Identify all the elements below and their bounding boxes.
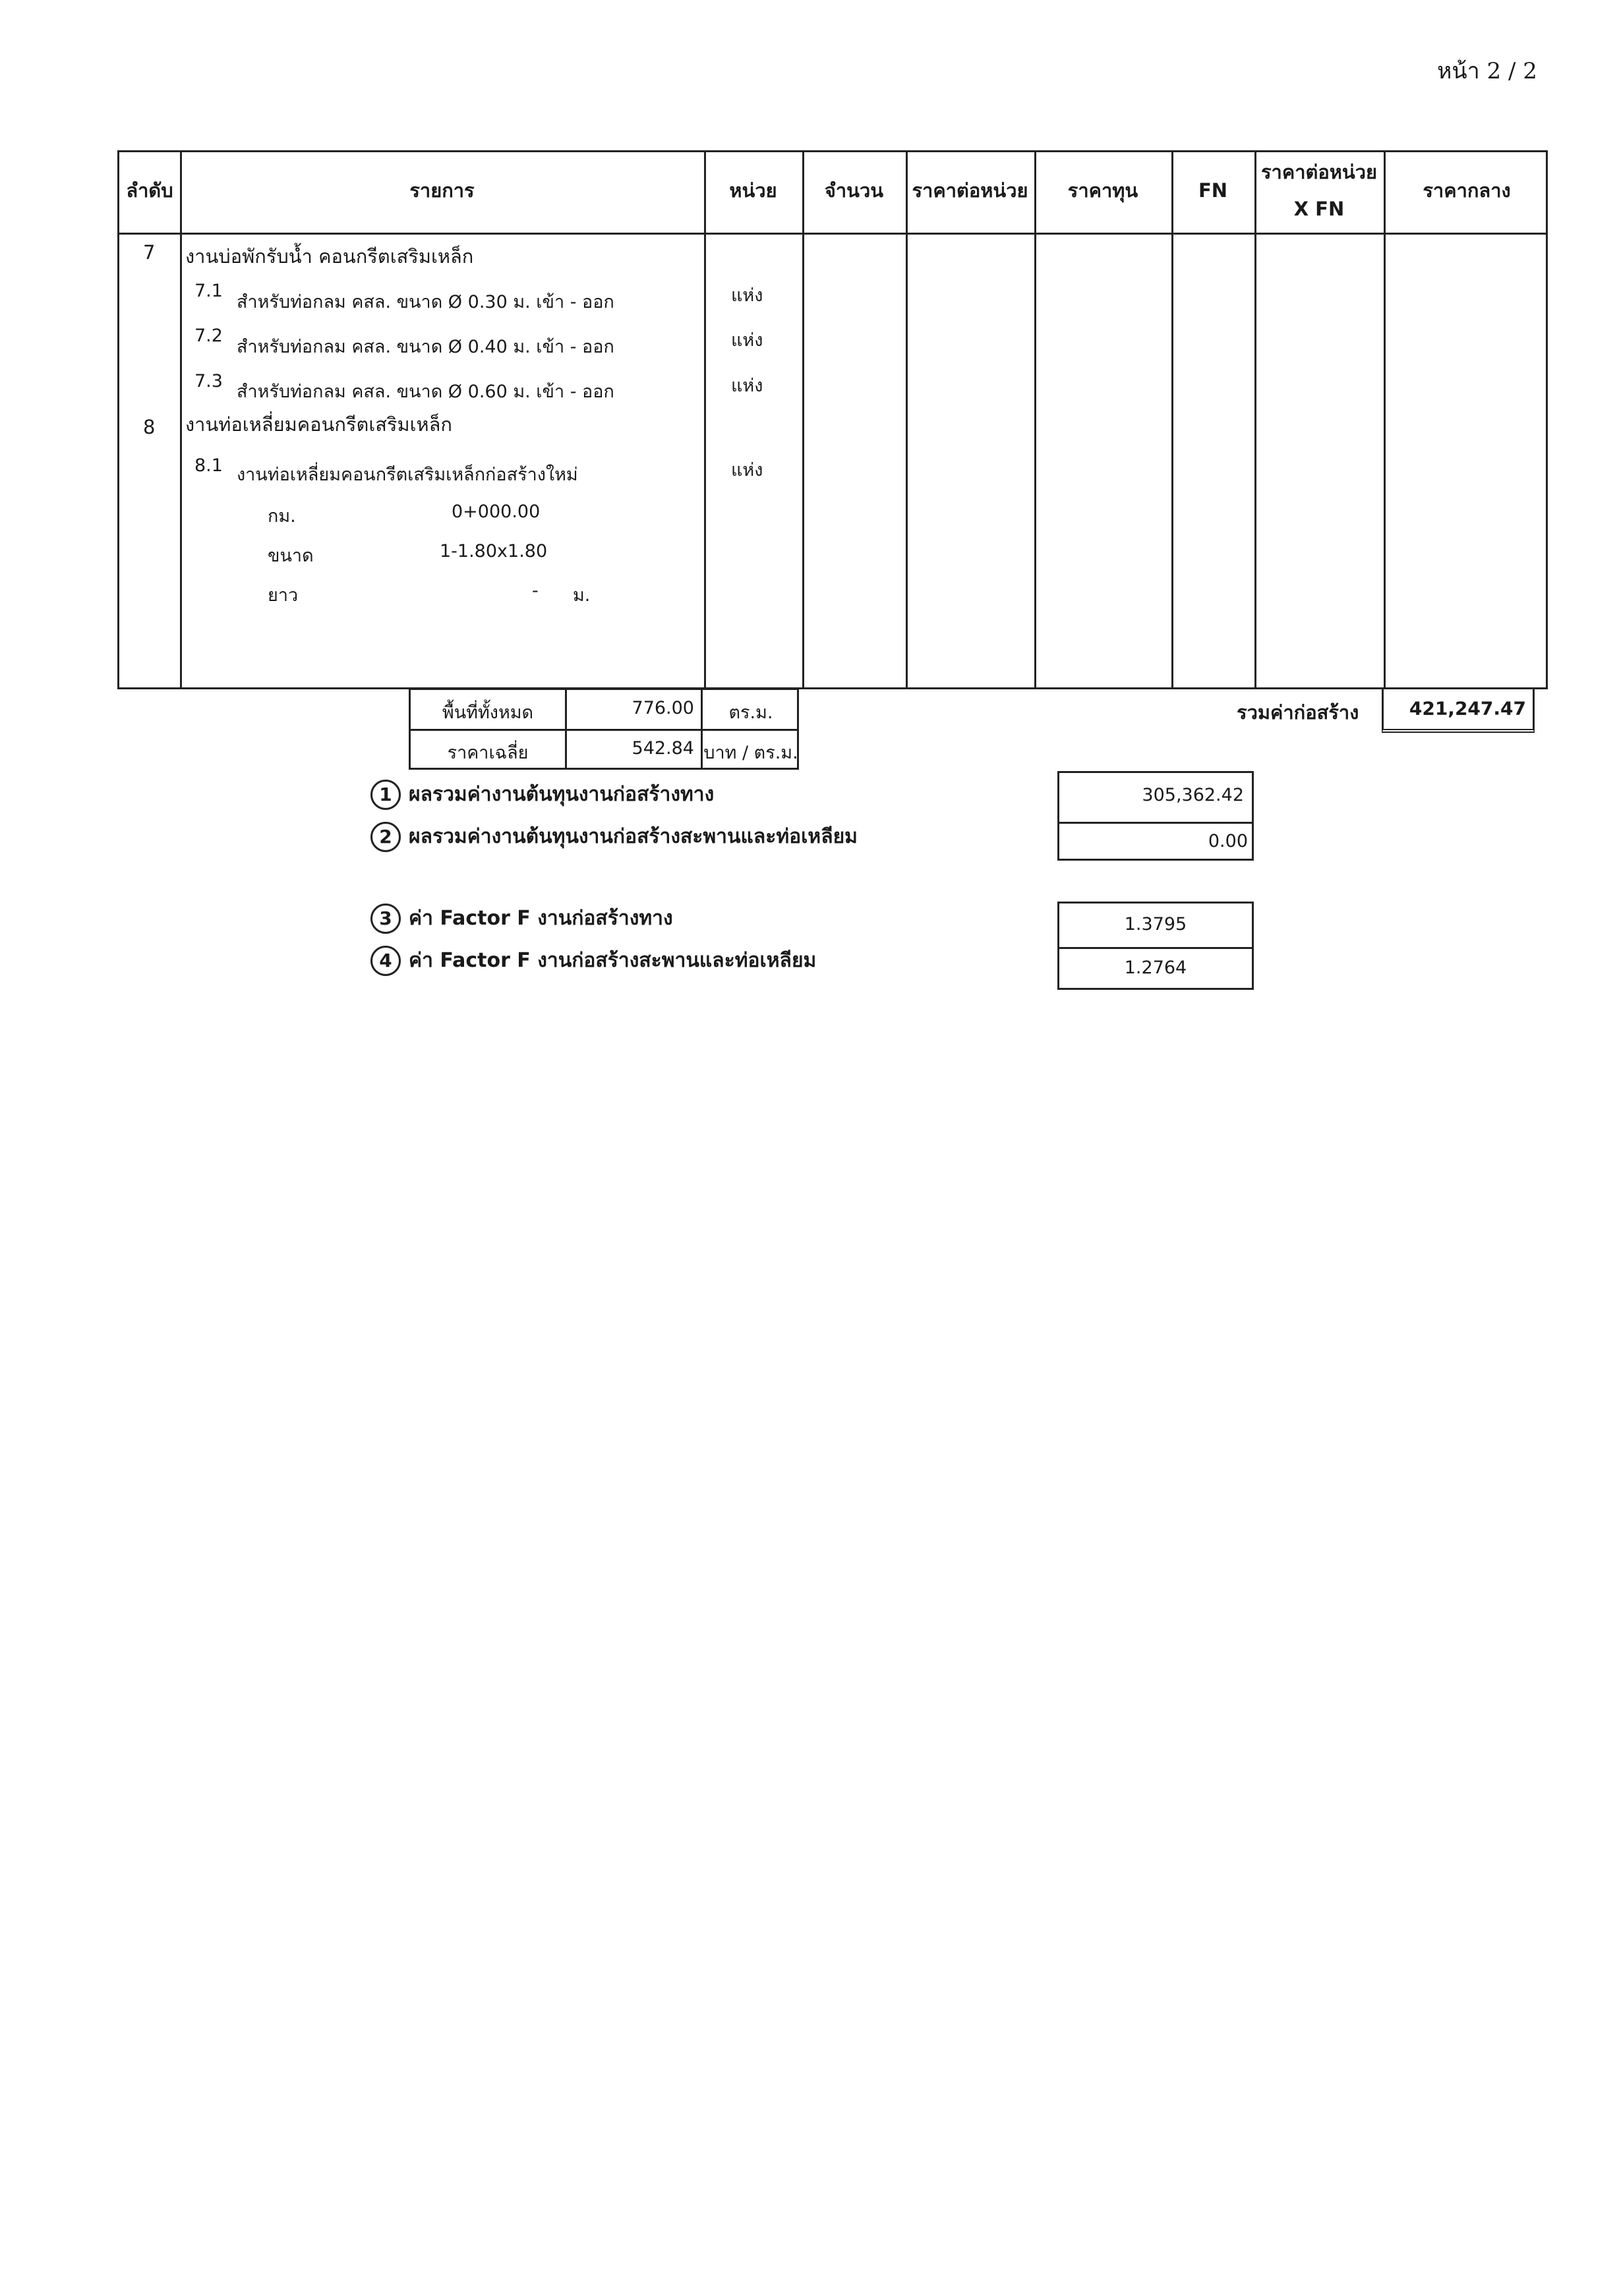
summary-4-value: 1.2764 [1124,958,1187,978]
detail-size-label: ขนาด [268,546,314,566]
area-box [409,688,799,770]
row-7-2-unit: แห่ง [731,330,763,351]
header-unit: หน่วย [729,179,777,202]
cost-table [117,150,1548,689]
detail-length-unit: ม. [573,585,591,606]
header-item: รายการ [409,179,475,202]
summary-1-box [1057,771,1254,861]
row-7-2-item: สำหรับท่อกลม คสล. ขนาด Ø 0.40 ม. เข้า - ออก [237,337,614,357]
header-unit-price: ราคาต่อหน่วย [912,179,1028,202]
row-7-2-sub: 7.2 [194,326,223,346]
row-8-item: งานท่อเหลี่ยมคอนกรีตเสริมเหล็ก [185,413,452,436]
row-7-3-unit: แห่ง [731,376,763,396]
summary-2-value: 0.00 [1208,831,1248,851]
detail-size-value: 1-1.80x1.80 [440,541,548,561]
summary-1 [370,779,714,810]
header-unit-price-fn [1254,160,1384,221]
header-unit-price-fn-line1: ราคาต่อหน่วย [1260,161,1377,183]
row-7-no: 7 [143,241,156,264]
circle-number: 2 [370,822,401,852]
row-8-no: 8 [143,416,156,438]
summary-3-value: 1.3795 [1124,914,1187,934]
header-unit-price-fn-line2: X FN [1293,197,1345,220]
header-qty: จำนวน [824,179,884,202]
summary-2 [370,821,858,852]
header-cost: ราคาทุน [1067,179,1138,202]
row-7-1-sub: 7.1 [194,281,223,301]
summary-1-value: 305,362.42 [1142,785,1244,805]
circle-number: 1 [370,780,401,810]
avg-price-value: 542.84 [632,738,694,759]
header-no: ลำดับ [126,179,173,202]
circle-number: 4 [370,946,401,976]
construction-total-box [1382,688,1535,733]
row-7-3-sub: 7.3 [194,371,223,391]
avg-price-unit: บาท / ตร.ม. [703,743,798,763]
total-area-unit: ตร.ม. [728,703,773,723]
construction-total-label: รวมค่าก่อสร้าง [1237,701,1359,724]
row-8-1-sub: 8.1 [194,455,223,476]
avg-price-label: ราคาเฉลี่ย [447,743,529,763]
row-7-1-unit: แห่ง [731,285,763,306]
summary-2-label: ผลรวมค่างานต้นทุนงานก่อสร้างสะพานและท่อเหลียม [409,825,858,848]
row-7-3-item: สำหรับท่อกลม คสล. ขนาด Ø 0.60 ม. เข้า - ออก [237,382,614,402]
summary-3-label: ค่า Factor F งานก่อสร้างทาง [409,907,673,930]
page-number: หน้า 2 / 2 [1437,58,1537,84]
summary-3 [370,903,673,934]
detail-km-label: กม. [268,506,296,527]
row-8-1-item: งานท่อเหลี่ยมคอนกรีตเสริมเหล็กก่อสร้างใหม่ [237,465,578,485]
header-median-price: ราคากลาง [1423,179,1511,202]
factor-box [1057,902,1254,990]
row-7-item: งานบ่อพักรับน้ำ คอนกรีตเสริมเหล็ก [185,245,474,268]
construction-total-value: 421,247.47 [1409,697,1526,720]
total-area-value: 776.00 [632,698,694,718]
total-area-label: พื้นที่ทั้งหมด [442,703,534,723]
detail-length-label: ยาว [268,585,299,606]
detail-length-value: - [532,581,539,601]
summary-1-label: ผลรวมค่างานต้นทุนงานก่อสร้างทาง [409,783,715,806]
row-8-1-unit: แห่ง [731,460,763,480]
summary-4-label: ค่า Factor F งานก่อสร้างสะพานและท่อเหลียม [409,949,817,972]
header-fn: FN [1198,179,1228,202]
row-7-1-item: สำหรับท่อกลม คสล. ขนาด Ø 0.30 ม. เข้า - ออก [237,292,614,312]
summary-4 [370,945,816,976]
circle-number: 3 [370,904,401,934]
detail-km-value: 0+000.00 [452,502,541,522]
